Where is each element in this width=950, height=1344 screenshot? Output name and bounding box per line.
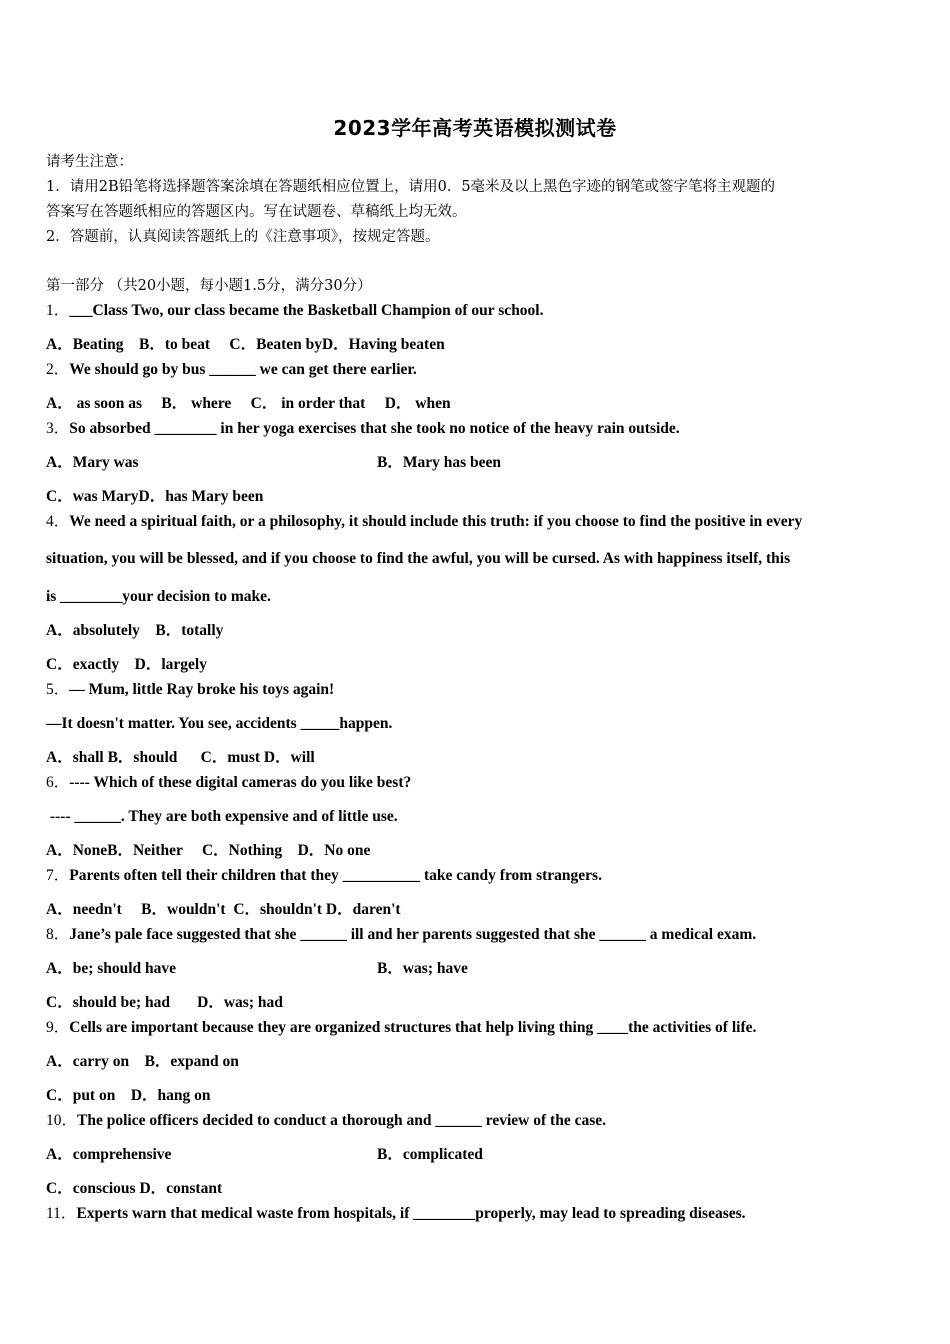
question-6-options: A．NoneB．Neither C．Nothing D．No one	[46, 842, 371, 859]
question-number: 9．	[46, 1019, 70, 1036]
question-4-options-ab: A．absolutely B．totally	[46, 622, 224, 639]
question-3-options-cd: C．was MaryD．has Mary been	[46, 488, 264, 505]
question-number: 3．	[46, 420, 70, 437]
question-3-option-a: A．Mary was	[46, 454, 139, 471]
question-stem: So absorbed ________ in her yoga exercises that she took no notice of the heavy rain outside.	[69, 420, 680, 437]
question-3-option-b: B．Mary has been	[377, 454, 502, 471]
question-8-option-b: B．was; have	[377, 960, 468, 977]
question-stem: Parents often tell their children that they __________ take candy from strangers.	[69, 867, 602, 884]
question-10	[46, 1111, 606, 1131]
question-10-option-b: B．complicated	[377, 1146, 483, 1163]
question-2-options: A． as soon as B． where C． in order that D． when	[46, 395, 451, 412]
question-2	[46, 360, 417, 380]
question-4-stem-cont: situation, you will be blessed, and if you choose to find the awful, you will be cursed. As with happiness itself, this	[46, 550, 791, 567]
question-stem: Experts warn that medical waste from hospitals, if ________properly, may lead to spreading diseases.	[76, 1205, 746, 1222]
question-8	[46, 925, 756, 945]
question-7-options: A．needn't B．wouldn't C．shouldn't D．daren't	[46, 901, 401, 918]
question-stem: The police officers decided to conduct a thorough and ______ review of the case.	[77, 1112, 606, 1129]
section-heading: 第一部分 （共20小题，每小题1.5分，满分30分）	[46, 278, 372, 294]
question-number: 10．	[46, 1112, 78, 1129]
question-stem: ---- Which of these digital cameras do you like best?	[69, 774, 412, 791]
question-3	[46, 419, 680, 439]
question-8-option-a: A．be; should have	[46, 960, 177, 977]
question-10-option-a: A．comprehensive	[46, 1146, 172, 1163]
question-number: 7．	[46, 867, 70, 884]
question-number: 4．	[46, 513, 70, 530]
question-8-options-cd: C．should be; had D．was; had	[46, 994, 283, 1011]
question-4	[46, 512, 802, 532]
notice-heading: 请考生注意：	[46, 154, 133, 170]
question-number: 6．	[46, 774, 70, 791]
question-number: 2．	[46, 361, 70, 378]
question-11	[46, 1204, 746, 1224]
question-1-options: A．Beating B．to beat C．Beaten byD．Having beaten	[46, 336, 445, 353]
question-5-options: A．shall B．should C．must D．will	[46, 749, 315, 766]
question-4-stem-end: is ________your decision to make.	[46, 588, 271, 605]
question-5-stem-cont: —It doesn't matter. You see, accidents _____happen.	[46, 715, 393, 732]
question-9-options-cd: C．put on D．hang on	[46, 1087, 211, 1104]
question-5	[46, 680, 334, 700]
page-title: 2023学年高考英语模拟测试卷	[333, 116, 617, 140]
question-stem: ___Class Two, our class became the Basketball Champion of our school.	[69, 302, 544, 319]
question-stem: We should go by bus ______ we can get there earlier.	[69, 361, 417, 378]
question-10-options-cd: C．conscious D．constant	[46, 1180, 223, 1197]
question-7	[46, 866, 602, 886]
question-stem: Cells are important because they are organized structures that help living thing ____the activities of life.	[69, 1019, 757, 1036]
notice-item-1-cont: 答案写在答题纸相应的答题区内。写在试题卷、草稿纸上均无效。	[46, 204, 467, 220]
question-stem: Jane’s pale face suggested that she ______ ill and her parents suggested that she ______ a medical exam.	[69, 926, 757, 943]
question-stem: — Mum, little Ray broke his toys again!	[69, 681, 335, 698]
question-6-stem-cont: ---- ______. They are both expensive and of little use.	[46, 808, 398, 825]
question-9-options-ab: A．carry on B．expand on	[46, 1053, 239, 1070]
question-number: 8．	[46, 926, 70, 943]
notice-item-2: 2．答题前，认真阅读答题纸上的《注意事项》，按规定答题。	[46, 229, 440, 245]
question-number: 1．	[46, 302, 70, 319]
question-6	[46, 773, 411, 793]
question-4-options-cd: C．exactly D．largely	[46, 656, 207, 673]
question-9	[46, 1018, 756, 1038]
question-1	[46, 301, 544, 321]
notice-item-1: 1．请用2B铅笔将选择题答案涂填在答题纸相应位置上，请用0．5毫米及以上黑色字迹的钢笔或签字笔将主观题的	[46, 179, 776, 195]
question-number: 11．	[46, 1205, 77, 1222]
question-number: 5．	[46, 681, 70, 698]
question-stem: We need a spiritual faith, or a philosophy, it should include this truth: if you choose to find the positive in every	[69, 513, 803, 530]
